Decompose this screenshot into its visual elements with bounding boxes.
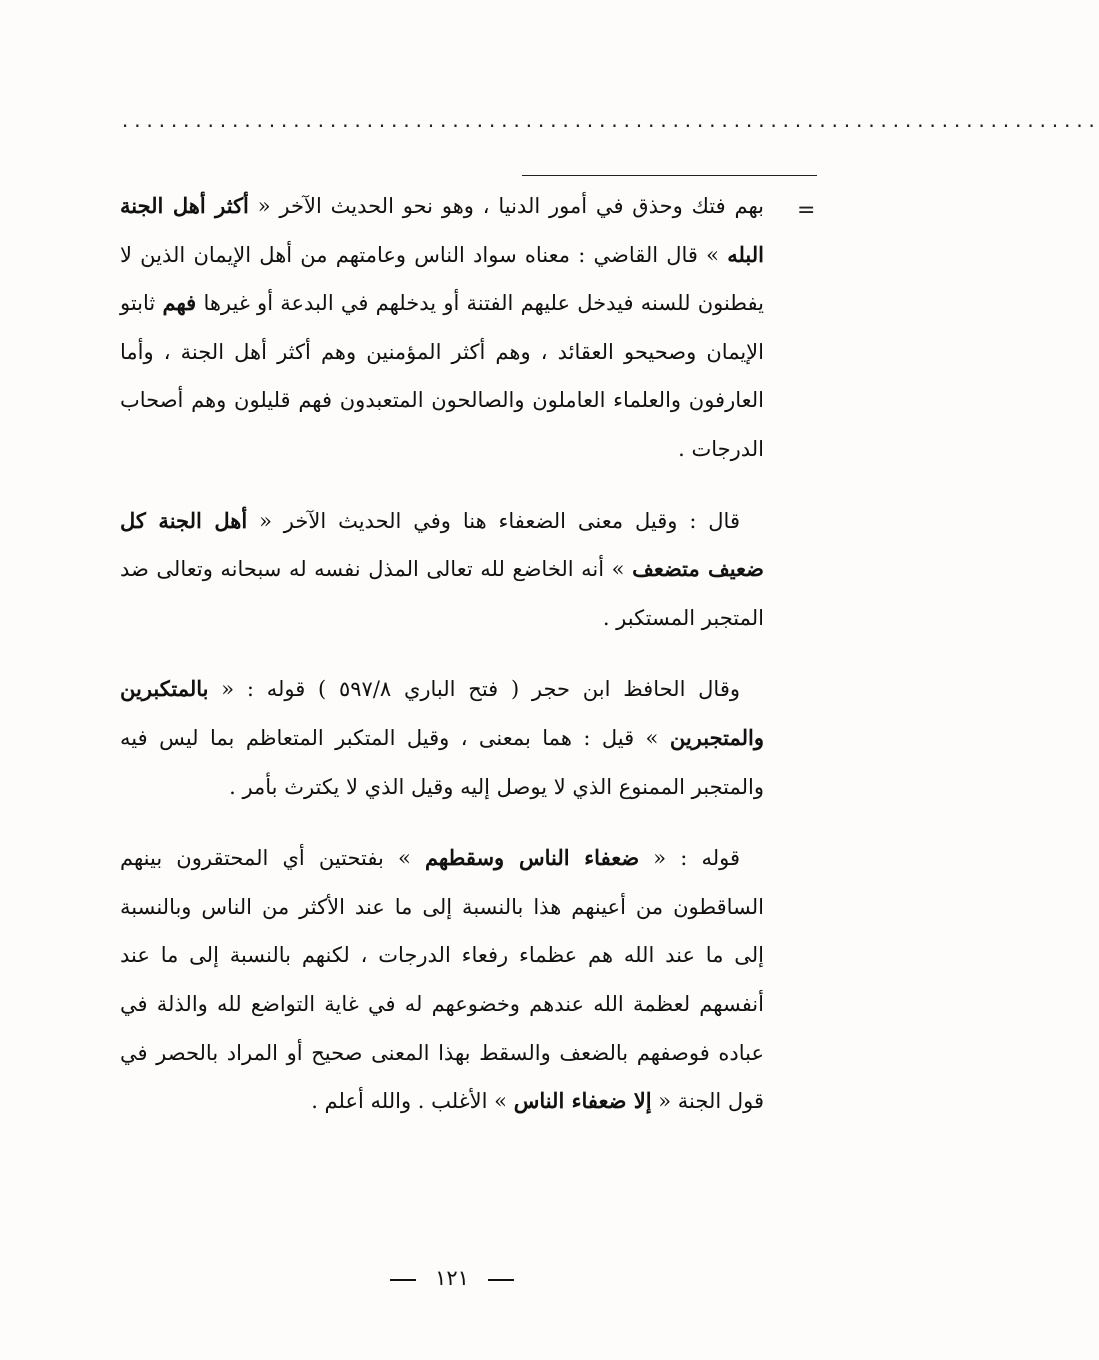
text-run: » الأغلب . والله أعلم . [311,1089,514,1114]
bold-quote: فهم [162,290,197,316]
footer-dash-right [390,1279,416,1281]
continuation-mark: = [797,198,816,223]
paragraph-1 [120,182,764,474]
bold-quote: إلا ضعفاء الناس [513,1088,652,1114]
text-run: » بفتحتين أي المحتقرون بينهم الساقطون من أعينهم هذا بالنسبة إلى ما عند الأكثر من الناس وبالنسبة إلى ما عند الله هم عظماء رفعاء الدرجات ، لكنهم بالنسبة إلى ما عند أنفسهم لعظمة الله عندهم وخضوعهم له في غاية التواضع لله والذلة في عباده فوصفهم بالضعف والسقط بهذا المعنى صحيح أو المراد بالحصر في قول الجنة « [120,846,765,1114]
text-run: » أنه الخاضع لله تعالى المذل نفسه له سبحانه وتعالى ضد المتجبر المستكبر . [120,557,764,630]
paragraph-3 [120,665,764,811]
bold-quote: بالمتكبرين والمتجبرين [120,676,764,750]
page-footer [0,1263,904,1293]
text-run: » قال القاضي : معناه سواد الناس وعامتهم من أهل الإيمان الذين لا يفطنون للسنه فيدخل عليهم الفتنة أو يدخلهم في البدعة أو غيرها [120,242,765,316]
bold-quote: أهل الجنة كل ضعيف متضعف [120,507,764,582]
text-run: ثابتو الإيمان وصحيحو العقائد ، وهم أكثر المؤمنين وهم أكثر أهل الجنة ، وأما العارفون والعلماء العاملون والصالحون المتعبدون فهم قليلون وهم أصحاب الدرجات . [120,291,764,461]
text-run: » قيل : هما بمعنى ، وقيل المتكبر المتعاظم بما ليس فيه والمتجبر الممنوع الذي لا يوصل إليه وقيل الذي لا يكترث بأمر . [120,725,764,799]
page-number: ١٢١ [435,1266,469,1290]
paragraph-2 [120,497,764,643]
footnote-rule [522,175,817,176]
footer-dash-left [488,1279,514,1281]
bold-quote: ضعفاء الناس وسقطهم [424,845,640,871]
bold-quote: أكثر أهل الجنة البله [120,193,764,267]
footnote-body [120,182,764,1149]
dotted-separator: ................................................................................ [120,112,1099,132]
text-run: قوله : « [639,846,740,871]
text-run: بهم فتك وحذق في أمور الدنيا ، وهو نحو الحديث الآخر « [248,194,764,218]
text-run: وقال الحافظ ابن حجر ( فتح الباري ٥٩٧/٨ ) قوله : « [208,677,740,702]
text-run: قال : وقيل معنى الضعفاء هنا وفي الحديث الآخر « [247,508,740,533]
paragraph-4 [120,834,764,1126]
